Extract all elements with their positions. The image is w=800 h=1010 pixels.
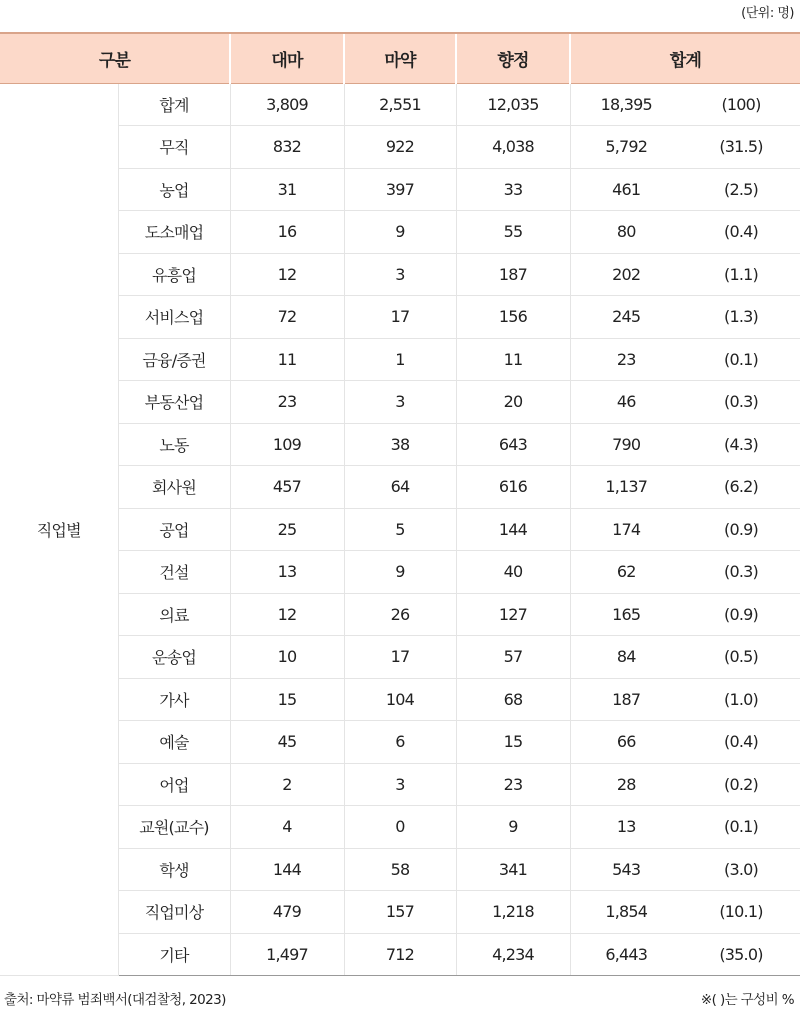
header-cannabis: 대마: [230, 33, 344, 83]
table-row: [0, 848, 800, 891]
cannabis-value: 72: [230, 296, 344, 339]
row-label: 농업: [118, 168, 230, 211]
cannabis-value: 457: [230, 466, 344, 509]
ratio-value: (0.1): [682, 806, 800, 849]
header-narcotics: 마약: [344, 33, 456, 83]
psychotropics-value: 156: [456, 296, 570, 339]
row-label: 예술: [118, 721, 230, 764]
psychotropics-value: 33: [456, 168, 570, 211]
total-value: 790: [570, 423, 682, 466]
row-label: 유흥업: [118, 253, 230, 296]
cannabis-value: 2: [230, 763, 344, 806]
cannabis-value: 144: [230, 848, 344, 891]
narcotics-value: 9: [344, 551, 456, 594]
ratio-value: (0.2): [682, 763, 800, 806]
cannabis-value: 12: [230, 593, 344, 636]
total-value: 23: [570, 338, 682, 381]
table-row: [0, 551, 800, 594]
table-row: [0, 933, 800, 976]
row-label: 서비스업: [118, 296, 230, 339]
row-label: 무직: [118, 126, 230, 169]
total-value: 5,792: [570, 126, 682, 169]
total-value: 245: [570, 296, 682, 339]
total-value: 28: [570, 763, 682, 806]
narcotics-value: 0: [344, 806, 456, 849]
narcotics-value: 2,551: [344, 83, 456, 126]
ratio-value: (0.3): [682, 551, 800, 594]
header-row: [0, 33, 800, 83]
cannabis-value: 45: [230, 721, 344, 764]
table-row: [0, 381, 800, 424]
cannabis-value: 4: [230, 806, 344, 849]
table-row: [0, 211, 800, 254]
table-row: [0, 593, 800, 636]
table-row: [0, 253, 800, 296]
narcotics-value: 5: [344, 508, 456, 551]
total-value: 66: [570, 721, 682, 764]
narcotics-value: 712: [344, 933, 456, 976]
table-row: [0, 508, 800, 551]
table-row: [0, 636, 800, 679]
total-value: 46: [570, 381, 682, 424]
narcotics-value: 3: [344, 253, 456, 296]
row-label: 노동: [118, 423, 230, 466]
total-value: 80: [570, 211, 682, 254]
group-label: 직업별: [0, 83, 118, 976]
table-body: [0, 83, 800, 976]
row-label: 건설: [118, 551, 230, 594]
total-value: 84: [570, 636, 682, 679]
total-value: 1,137: [570, 466, 682, 509]
cannabis-value: 832: [230, 126, 344, 169]
narcotics-value: 922: [344, 126, 456, 169]
table-row: [0, 338, 800, 381]
narcotics-value: 397: [344, 168, 456, 211]
cannabis-value: 23: [230, 381, 344, 424]
cannabis-value: 479: [230, 891, 344, 934]
narcotics-value: 1: [344, 338, 456, 381]
row-label: 금융/증권: [118, 338, 230, 381]
ratio-value: (6.2): [682, 466, 800, 509]
ratio-value: (0.1): [682, 338, 800, 381]
row-label: 운송업: [118, 636, 230, 679]
cannabis-value: 25: [230, 508, 344, 551]
narcotics-value: 104: [344, 678, 456, 721]
psychotropics-value: 12,035: [456, 83, 570, 126]
row-label: 의료: [118, 593, 230, 636]
table-row: [0, 296, 800, 339]
row-label: 직업미상: [118, 891, 230, 934]
psychotropics-value: 144: [456, 508, 570, 551]
table-row: [0, 168, 800, 211]
cannabis-value: 1,497: [230, 933, 344, 976]
psychotropics-value: 20: [456, 381, 570, 424]
narcotics-value: 26: [344, 593, 456, 636]
total-value: 13: [570, 806, 682, 849]
ratio-value: (4.3): [682, 423, 800, 466]
cannabis-value: 10: [230, 636, 344, 679]
row-label: 회사원: [118, 466, 230, 509]
ratio-value: (1.1): [682, 253, 800, 296]
table-row: [0, 83, 800, 126]
narcotics-value: 9: [344, 211, 456, 254]
psychotropics-value: 187: [456, 253, 570, 296]
narcotics-value: 6: [344, 721, 456, 764]
psychotropics-value: 4,234: [456, 933, 570, 976]
table-row: [0, 423, 800, 466]
row-label: 어업: [118, 763, 230, 806]
ratio-value: (100): [682, 83, 800, 126]
row-label: 기타: [118, 933, 230, 976]
ratio-value: (35.0): [682, 933, 800, 976]
occupation-table: [0, 32, 800, 976]
total-value: 6,443: [570, 933, 682, 976]
psychotropics-value: 643: [456, 423, 570, 466]
row-label: 가사: [118, 678, 230, 721]
ratio-value: (1.3): [682, 296, 800, 339]
ratio-value: (0.4): [682, 211, 800, 254]
row-label: 합계: [118, 83, 230, 126]
cannabis-value: 15: [230, 678, 344, 721]
psychotropics-value: 616: [456, 466, 570, 509]
ratio-value: (1.0): [682, 678, 800, 721]
ratio-value: (0.4): [682, 721, 800, 764]
cannabis-value: 3,809: [230, 83, 344, 126]
row-label: 부동산업: [118, 381, 230, 424]
ratio-value: (31.5): [682, 126, 800, 169]
narcotics-value: 3: [344, 763, 456, 806]
table-row: [0, 763, 800, 806]
ratio-value: (0.5): [682, 636, 800, 679]
ratio-value: (0.3): [682, 381, 800, 424]
narcotics-value: 64: [344, 466, 456, 509]
total-value: 187: [570, 678, 682, 721]
ratio-value: (10.1): [682, 891, 800, 934]
psychotropics-value: 1,218: [456, 891, 570, 934]
unit-label: (단위: 명): [741, 6, 794, 21]
table-row: [0, 126, 800, 169]
ratio-value: (0.9): [682, 508, 800, 551]
cannabis-value: 11: [230, 338, 344, 381]
total-value: 543: [570, 848, 682, 891]
cannabis-value: 16: [230, 211, 344, 254]
psychotropics-value: 55: [456, 211, 570, 254]
narcotics-value: 3: [344, 381, 456, 424]
cannabis-value: 31: [230, 168, 344, 211]
psychotropics-value: 4,038: [456, 126, 570, 169]
narcotics-value: 58: [344, 848, 456, 891]
psychotropics-value: 57: [456, 636, 570, 679]
total-value: 174: [570, 508, 682, 551]
table-row: [0, 466, 800, 509]
header-group: 구분: [0, 33, 230, 83]
cannabis-value: 12: [230, 253, 344, 296]
table-row: [0, 678, 800, 721]
psychotropics-value: 11: [456, 338, 570, 381]
header-psychotropics: 향정: [456, 33, 570, 83]
header-total: 합계: [570, 33, 800, 83]
total-value: 202: [570, 253, 682, 296]
row-label: 도소매업: [118, 211, 230, 254]
psychotropics-value: 15: [456, 721, 570, 764]
psychotropics-value: 9: [456, 806, 570, 849]
table-row: [0, 891, 800, 934]
narcotics-value: 17: [344, 636, 456, 679]
psychotropics-value: 341: [456, 848, 570, 891]
table-row: [0, 721, 800, 764]
psychotropics-value: 127: [456, 593, 570, 636]
total-value: 1,854: [570, 891, 682, 934]
row-label: 교원(교수): [118, 806, 230, 849]
ratio-value: (2.5): [682, 168, 800, 211]
total-value: 461: [570, 168, 682, 211]
cannabis-value: 109: [230, 423, 344, 466]
narcotics-value: 38: [344, 423, 456, 466]
ratio-value: (0.9): [682, 593, 800, 636]
table-row: [0, 806, 800, 849]
psychotropics-value: 23: [456, 763, 570, 806]
ratio-note: ※( )는 구성비 %: [700, 992, 794, 1008]
total-value: 18,395: [570, 83, 682, 126]
psychotropics-value: 68: [456, 678, 570, 721]
narcotics-value: 157: [344, 891, 456, 934]
row-label: 공업: [118, 508, 230, 551]
row-label: 학생: [118, 848, 230, 891]
total-value: 62: [570, 551, 682, 594]
narcotics-value: 17: [344, 296, 456, 339]
cannabis-value: 13: [230, 551, 344, 594]
total-value: 165: [570, 593, 682, 636]
source-note: 출처: 마약류 범죄백서(대검찰청, 2023): [4, 992, 226, 1008]
psychotropics-value: 40: [456, 551, 570, 594]
ratio-value: (3.0): [682, 848, 800, 891]
